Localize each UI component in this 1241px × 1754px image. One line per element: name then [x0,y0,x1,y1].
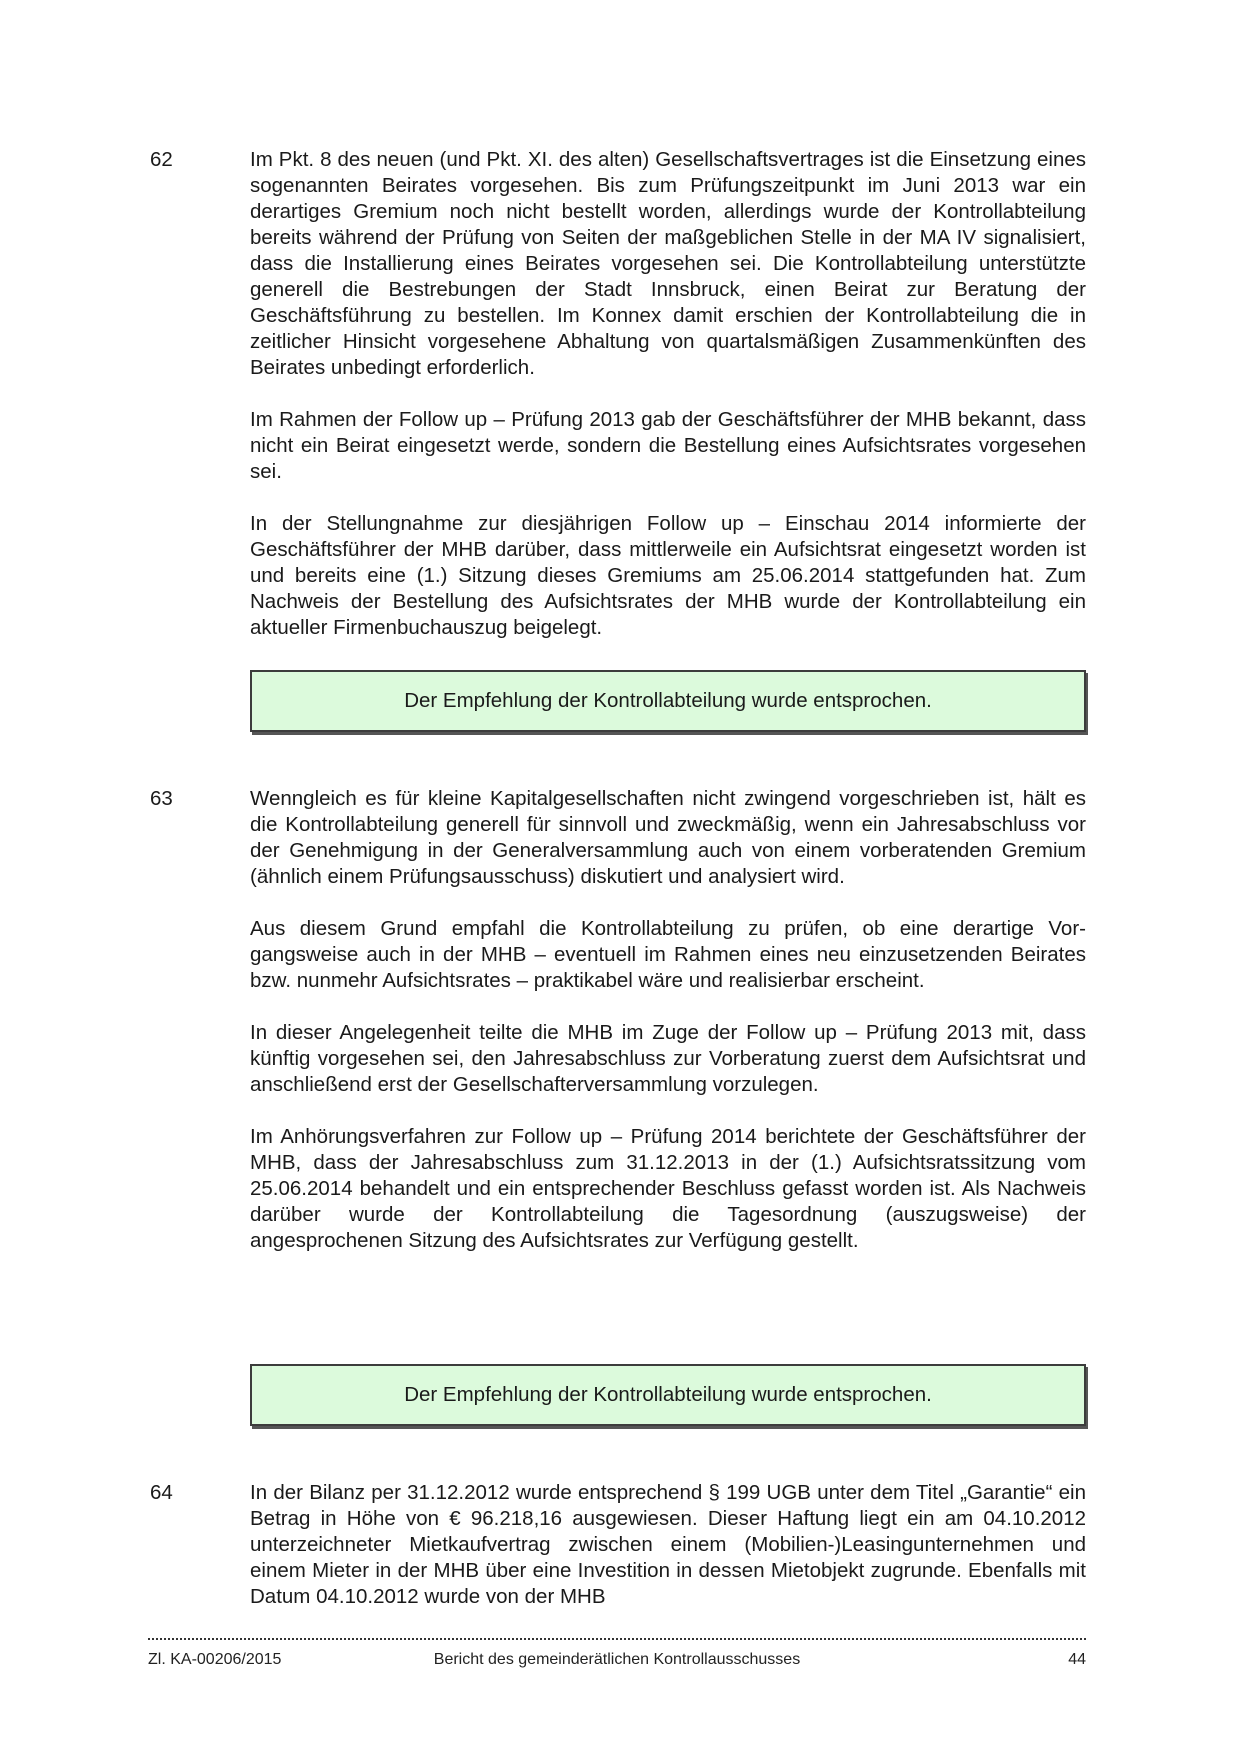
section-body [250,1480,1086,1610]
paragraph: Im Pkt. 8 des neuen (und Pkt. XI. des alten) Gesellschaftsvertrages ist die Einsetzung eines sogenannten Beirates vorgesehen. Bis zum Prüfungszeitpunkt im Juni 2013 war ein derartiges Gremium noch nicht bestellt worden, allerdings wurde der Kontrollabteilung bereits während der Prüfung von Seiten der maßgeblichen Stelle in der MA IV signalisiert, dass die Installierung eines Beirates vorgesehen sei. Die Kontrollabteilung unterstützte generell die Bestrebungen der Stadt Innsbruck, einen Beirat zur Beratung der Geschäftsführung zu bestellen. Im Konnex damit erschien der Kontrollabteilung die in zeitlicher Hinsicht vorgesehene Abhaltung von quartalsmäßigen Zusammenkünften des Beirates unbedingt erforderlich. [250,148,1086,379]
footer-title: Bericht des gemeinderätlichen Kontrollausschusses [433,1651,801,1668]
conclusion-box-62: Der Empfehlung der Kontrollabteilung wurde entsprochen. [250,670,1086,732]
section-body [250,786,1086,1254]
section-number: 63 [150,787,173,810]
section-body [250,147,1086,641]
paragraph: Wenngleich es für kleine Kapitalgesellschaften nicht zwingend vorgeschrieben ist, hält es die Kontrollabteilung generell für sinnvoll und zweckmäßig, wenn ein Jahresabschluss vor der Genehmigung in der Generalversammlung auch von einem vorberatenden Gremium (ähnlich einem Prüfungsausschuss) diskutiert und analysiert wird. [250,787,1086,888]
paragraph: Im Rahmen der Follow up – Prüfung 2013 gab der Geschäftsführer der MHB bekannt, dass nicht ein Beirat eingesetzt werde, sondern die Bestellung eines Aufsichtsrates vorgesehen sei. [250,408,1086,483]
footer-divider [148,1628,1086,1640]
paragraph: In dieser Angelegenheit teilte die MHB im Zuge der Follow up – Prüfung 2013 mit, dass künftig vorgesehen sei, den Jahresabschluss zur Vorberatung zuerst dem Aufsichtsrat und anschließend erst der Gesellschafterversammlung vorzulegen. [250,1021,1086,1096]
paragraph: In der Bilanz per 31.12.2012 wurde entsprechend § 199 UGB unter dem Titel „Garantie“ ein Betrag in Höhe von € 96.218,16 ausgewiesen. Dieser Haftung liegt ein am 04.10.2012 unterzeichneter Mietkaufvertrag zwischen einem (Mobilien-)Leasingunternehmen und einem Mieter in der MHB über eine Investition in dessen Mietobjekt zugrunde. Ebenfalls mit Datum 04.10.2012 wurde von der MHB [250,1481,1086,1608]
conclusion-box-63: Der Empfehlung der Kontrollabteilung wurde entsprochen. [250,1364,1086,1426]
footer-reference: Zl. KA-00206/2015 [148,1651,282,1668]
paragraph: Im Anhörungsverfahren zur Follow up – Prüfung 2014 berichtete der Geschäftsführer der MHB, dass der Jahresabschluss zum 31.12.2013 in der (1.) Aufsichtsratssitzung vom 25.06.2014 behandelt und ein entsprechender Beschluss gefasst worden ist. Als Nachweis darüber wurde der Kontrollabteilung die Tagesordnung (auszugsweise) der angesprochenen Sitzung des Aufsichtsrates zur Verfügung gestellt. [250,1125,1086,1252]
section-number: 64 [150,1481,173,1504]
page-number: 44 [1068,1651,1086,1668]
paragraph: Aus diesem Grund empfahl die Kontrollabteilung zu prüfen, ob eine derartige Vorgangsweise auch in der MHB – eventuell im Rahmen eines neu einzusetzenden Beirates bzw. nunmehr Aufsichtsrates – praktikabel wäre und realisierbar erscheint. [250,917,1086,992]
section-number: 62 [150,148,173,171]
paragraph: In der Stellungnahme zur diesjährigen Follow up – Einschau 2014 informierte der Geschäftsführer der MHB darüber, dass mittlerweile ein Aufsichtsrat eingesetzt worden ist und bereits eine (1.) Sitzung dieses Gremiums am 25.06.2014 stattgefunden hat. Zum Nachweis der Bestellung des Aufsichtsrates der MHB wurde der Kontrollabteilung ein aktueller Firmenbuchauszug beigelegt. [250,512,1086,639]
